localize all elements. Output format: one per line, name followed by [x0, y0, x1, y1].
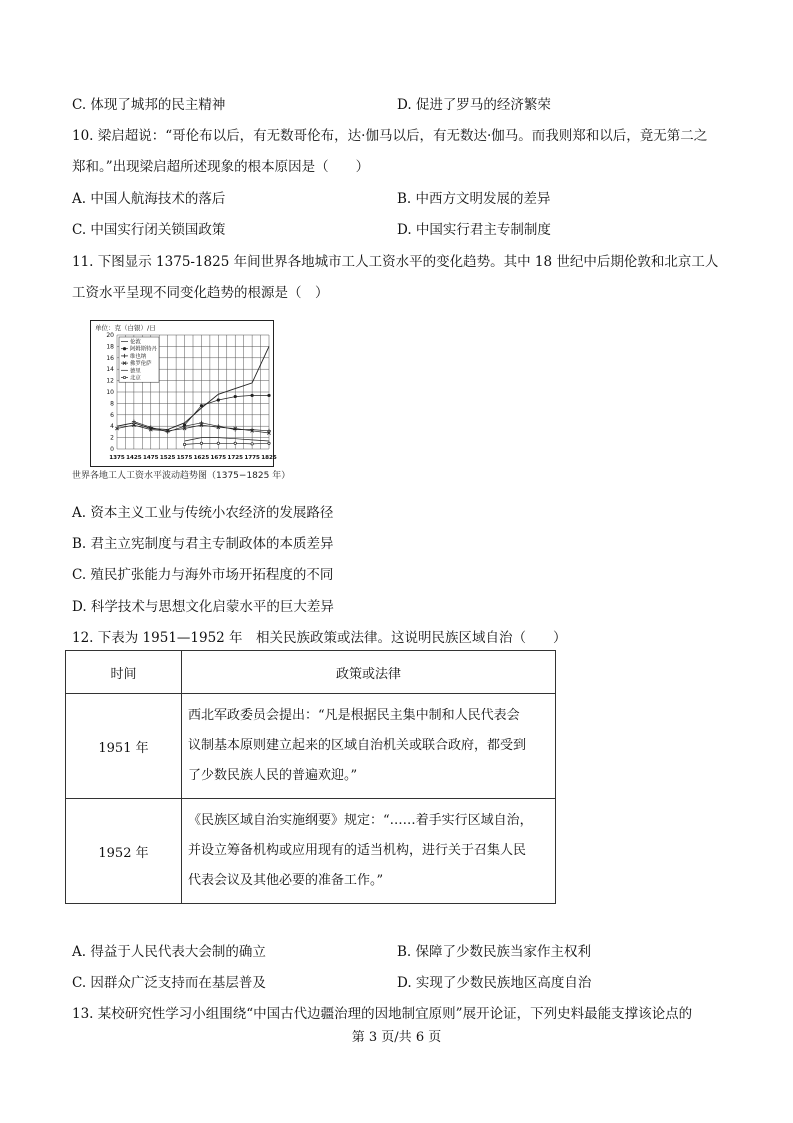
- data-point: [123, 347, 126, 350]
- y-tick-label: 8: [110, 400, 114, 408]
- data-point: [183, 443, 185, 445]
- y-tick-label: 20: [106, 332, 114, 339]
- q12-option-d: D. 实现了少数民族地区高度自治: [397, 975, 592, 991]
- data-point: [267, 394, 270, 397]
- data-point: [251, 443, 253, 445]
- data-point: [234, 442, 236, 444]
- data-point: [234, 395, 237, 398]
- q10-option-d: D. 中国实行君主专制制度: [397, 222, 551, 238]
- table-row: [66, 799, 556, 904]
- x-tick-label: 1825: [261, 455, 277, 461]
- data-point: [268, 442, 270, 444]
- wage-chart: [90, 320, 277, 467]
- q12-stem: 12. 下表为 1951—1952 年 相关民族政策或法律。这说明民族区域自治（ ）: [72, 630, 567, 646]
- header-time: 时间: [66, 651, 182, 694]
- row-policy: [182, 799, 556, 904]
- y-tick-label: 10: [106, 389, 114, 396]
- row-policy-line: 议制基本原则建立起来的区域自治机关或联合政府，都受到: [188, 738, 527, 753]
- q9-option-d: D. 促进了罗马的经济繁荣: [397, 97, 551, 113]
- row-year: 1952 年: [66, 799, 182, 904]
- data-point: [251, 394, 254, 397]
- q10-option-c: C. 中国实行闭关锁国政策: [72, 222, 226, 238]
- x-tick-label: 1425: [126, 455, 142, 461]
- y-tick-label: 18: [106, 343, 114, 351]
- y-tick-label: 14: [106, 366, 114, 374]
- legend-label: 阿姆斯特丹: [130, 346, 157, 353]
- row-year: 1951 年: [66, 694, 182, 799]
- wage-chart-svg: [91, 321, 277, 466]
- q12-option-c: C. 因群众广泛支持而在基层普及: [72, 975, 266, 991]
- header-policy: 政策或法律: [182, 651, 556, 694]
- x-tick-label: 1375: [109, 455, 125, 461]
- chart-title: 单位：克（白银）/日: [95, 324, 156, 332]
- x-tick-label: 1475: [142, 455, 159, 461]
- x-tick-label: 1725: [227, 455, 244, 461]
- y-tick-label: 6: [110, 411, 114, 419]
- x-tick-label: 1525: [159, 455, 176, 461]
- q10-stem-line2: 郑和。”出现梁启超所述现象的根本原因是（ ）: [72, 159, 370, 175]
- row-policy-line: 了少数民族人民的普遍欢迎。”: [188, 768, 358, 783]
- row-policy: [182, 694, 556, 799]
- q10-stem-line1: 10. 梁启超说：“哥伦布以后，有无数哥伦布，达·伽马以后，有无数达·伽马。而我则郑和以后，竟无第二之: [72, 128, 708, 144]
- q12-option-a: A. 得益于人民代表大会制的确立: [72, 944, 266, 960]
- x-tick-label: 1575: [176, 455, 193, 461]
- data-point: [200, 442, 202, 444]
- legend-label: 德里: [130, 368, 141, 375]
- row-policy-line: 并设立筹备机构或应用现有的适当机构，进行关于召集人民: [188, 843, 527, 858]
- data-point: [217, 442, 219, 444]
- policy-table: [65, 650, 556, 904]
- y-tick-label: 4: [110, 423, 114, 431]
- legend-label: 佛罗伦萨: [130, 361, 152, 368]
- q11-stem-line2: 工资水平呈现不同变化趋势的根源是（ ）: [72, 285, 329, 301]
- q13-stem: 13. 某校研究性学习小组围绕“中国古代边疆治理的因地制宜原则”展开论证，下列史料最能支撑该论点的: [72, 1006, 693, 1022]
- q11-option-d: D. 科学技术与思想文化启蒙水平的巨大差异: [72, 599, 334, 615]
- q12-option-b: B. 保障了少数民族当家作主权利: [397, 944, 592, 960]
- row-policy-line: 《民族区域自治实施纲要》规定：“……着手实行区域自治，: [188, 813, 533, 828]
- q11-stem-line1: 11. 下图显示 1375-1825 年间世界各地城市工人工资水平的变化趋势。其中 18 世纪中后期伦敦和北京工人: [72, 254, 719, 270]
- q11-option-a: A. 资本主义工业与传统小农经济的发展路径: [72, 505, 334, 521]
- row-policy-line: 代表会议及其他必要的准备工作。”: [188, 873, 384, 888]
- q9-option-c: C. 体现了城邦的民主精神: [72, 97, 226, 113]
- y-tick-label: 2: [110, 434, 114, 442]
- y-tick-label: 16: [106, 354, 114, 362]
- q10-option-a: A. 中国人航海技术的落后: [72, 191, 226, 207]
- data-point: [123, 376, 125, 378]
- x-tick-label: 1625: [193, 455, 210, 461]
- q11-option-c: C. 殖民扩张能力与海外市场开拓程度的不同: [72, 567, 334, 583]
- page-footer: 第 3 页/共 6 页: [351, 1030, 442, 1045]
- x-tick-label: 1675: [210, 455, 227, 461]
- legend-label: 伦敦: [130, 339, 141, 346]
- q10-option-b: B. 中西方文明发展的差异: [397, 191, 551, 207]
- y-tick-label: 12: [106, 377, 114, 385]
- table-header-row: [66, 651, 556, 694]
- data-point: [217, 398, 220, 401]
- legend-label: 北京: [130, 375, 141, 382]
- x-tick-label: 1775: [244, 455, 260, 461]
- data-point: [200, 404, 203, 407]
- table-row: [66, 694, 556, 799]
- q11-option-b: B. 君主立宪制度与君主专制政体的本质差异: [72, 536, 334, 552]
- chart-caption: 世界各地工人工资水平波动趋势图（1375−1825 年）: [72, 471, 291, 481]
- y-tick-label: 0: [110, 446, 114, 453]
- legend-label: 维也纳: [130, 353, 147, 360]
- row-policy-line: 西北军政委员会提出：“凡是根据民主集中制和人民代表会: [188, 708, 520, 723]
